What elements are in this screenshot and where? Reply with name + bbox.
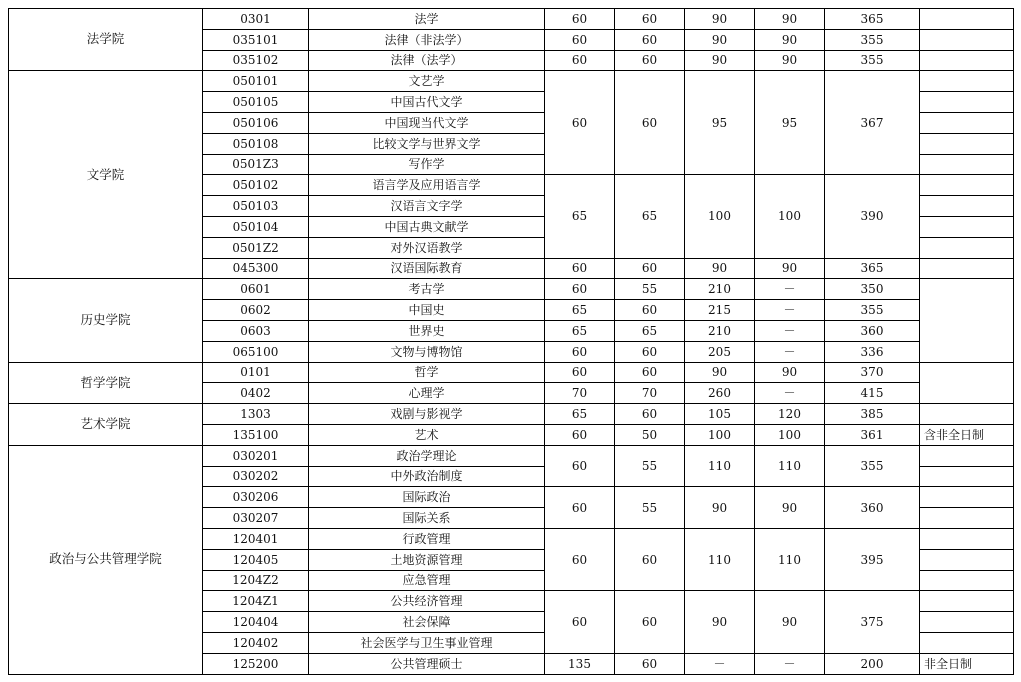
major-code: 120405 bbox=[203, 549, 309, 570]
major-code: 0501Z3 bbox=[203, 154, 309, 175]
total-score: 200 bbox=[825, 653, 920, 674]
major-name: 中国史 bbox=[309, 300, 545, 321]
remark bbox=[920, 612, 1014, 633]
remark: 含非全日制 bbox=[920, 424, 1014, 445]
foreign-language-score: 60 bbox=[615, 29, 685, 50]
course1-score: 90 bbox=[685, 362, 755, 383]
major-name: 对外汉语教学 bbox=[309, 237, 545, 258]
course2-score: 95 bbox=[755, 71, 825, 175]
course2-score: － bbox=[755, 320, 825, 341]
remark bbox=[920, 29, 1014, 50]
major-name: 社会医学与卫生事业管理 bbox=[309, 632, 545, 653]
foreign-language-score: 60 bbox=[615, 50, 685, 71]
major-code: 035101 bbox=[203, 29, 309, 50]
course2-score: － bbox=[755, 300, 825, 321]
table-row bbox=[9, 9, 1014, 30]
table-row bbox=[9, 362, 1014, 383]
course1-score: 205 bbox=[685, 341, 755, 362]
foreign-language-score: 70 bbox=[615, 383, 685, 404]
politics-score: 60 bbox=[545, 424, 615, 445]
major-code: 030201 bbox=[203, 445, 309, 466]
major-name: 应急管理 bbox=[309, 570, 545, 591]
remark bbox=[920, 591, 1014, 612]
course2-score: 90 bbox=[755, 9, 825, 30]
major-code: 035102 bbox=[203, 50, 309, 71]
total-score: 395 bbox=[825, 528, 920, 590]
remark bbox=[920, 92, 1014, 113]
remark bbox=[920, 71, 1014, 92]
course1-score: 215 bbox=[685, 300, 755, 321]
course1-score: 105 bbox=[685, 404, 755, 425]
major-code: 050106 bbox=[203, 112, 309, 133]
total-score: 355 bbox=[825, 445, 920, 487]
politics-score: 70 bbox=[545, 383, 615, 404]
major-code: 120404 bbox=[203, 612, 309, 633]
total-score: 360 bbox=[825, 487, 920, 529]
foreign-language-score: 60 bbox=[615, 9, 685, 30]
major-code: 050105 bbox=[203, 92, 309, 113]
major-code: 0501Z2 bbox=[203, 237, 309, 258]
course1-score: 110 bbox=[685, 528, 755, 590]
foreign-language-score: 65 bbox=[615, 175, 685, 258]
politics-score: 60 bbox=[545, 50, 615, 71]
total-score: 390 bbox=[825, 175, 920, 258]
remark bbox=[920, 154, 1014, 175]
table-row bbox=[9, 445, 1014, 466]
foreign-language-score: 60 bbox=[615, 591, 685, 653]
major-code: 1303 bbox=[203, 404, 309, 425]
course2-score: 90 bbox=[755, 29, 825, 50]
major-name: 土地资源管理 bbox=[309, 549, 545, 570]
course1-score: 100 bbox=[685, 424, 755, 445]
remark bbox=[920, 237, 1014, 258]
major-code: 045300 bbox=[203, 258, 309, 279]
remark bbox=[920, 487, 1014, 508]
major-code: 050104 bbox=[203, 216, 309, 237]
course1-score: 90 bbox=[685, 9, 755, 30]
major-name: 艺术 bbox=[309, 424, 545, 445]
politics-score: 65 bbox=[545, 404, 615, 425]
major-name: 汉语国际教育 bbox=[309, 258, 545, 279]
remark bbox=[920, 9, 1014, 30]
major-code: 065100 bbox=[203, 341, 309, 362]
total-score: 355 bbox=[825, 29, 920, 50]
foreign-language-score: 60 bbox=[615, 341, 685, 362]
course2-score: 100 bbox=[755, 424, 825, 445]
major-code: 030202 bbox=[203, 466, 309, 487]
course2-score: 90 bbox=[755, 362, 825, 383]
major-name: 公共管理硕士 bbox=[309, 653, 545, 674]
table-row bbox=[9, 71, 1014, 92]
total-score: 336 bbox=[825, 341, 920, 362]
remark bbox=[920, 216, 1014, 237]
remark bbox=[920, 279, 1014, 362]
major-code: 1204Z1 bbox=[203, 591, 309, 612]
politics-score: 60 bbox=[545, 341, 615, 362]
college-name: 哲学学院 bbox=[9, 362, 203, 404]
course1-score: 90 bbox=[685, 487, 755, 529]
politics-score: 60 bbox=[545, 528, 615, 590]
major-code: 0603 bbox=[203, 320, 309, 341]
foreign-language-score: 60 bbox=[615, 362, 685, 383]
major-name: 中外政治制度 bbox=[309, 466, 545, 487]
politics-score: 135 bbox=[545, 653, 615, 674]
course1-score: 110 bbox=[685, 445, 755, 487]
major-name: 戏剧与影视学 bbox=[309, 404, 545, 425]
college-name: 艺术学院 bbox=[9, 404, 203, 446]
course2-score: － bbox=[755, 383, 825, 404]
total-score: 360 bbox=[825, 320, 920, 341]
total-score: 385 bbox=[825, 404, 920, 425]
major-name: 世界史 bbox=[309, 320, 545, 341]
course1-score: 100 bbox=[685, 175, 755, 258]
politics-score: 65 bbox=[545, 175, 615, 258]
remark bbox=[920, 632, 1014, 653]
politics-score: 65 bbox=[545, 320, 615, 341]
total-score: 350 bbox=[825, 279, 920, 300]
remark bbox=[920, 445, 1014, 466]
major-name: 文物与博物馆 bbox=[309, 341, 545, 362]
course2-score: 100 bbox=[755, 175, 825, 258]
foreign-language-score: 60 bbox=[615, 528, 685, 590]
major-name: 哲学 bbox=[309, 362, 545, 383]
remark bbox=[920, 133, 1014, 154]
major-code: 125200 bbox=[203, 653, 309, 674]
total-score: 367 bbox=[825, 71, 920, 175]
foreign-language-score: 55 bbox=[615, 487, 685, 529]
major-name: 语言学及应用语言学 bbox=[309, 175, 545, 196]
major-name: 心理学 bbox=[309, 383, 545, 404]
score-line-table bbox=[8, 8, 1014, 675]
major-code: 0602 bbox=[203, 300, 309, 321]
course1-score: 90 bbox=[685, 258, 755, 279]
major-code: 1204Z2 bbox=[203, 570, 309, 591]
course2-score: 90 bbox=[755, 487, 825, 529]
total-score: 370 bbox=[825, 362, 920, 383]
major-code: 0101 bbox=[203, 362, 309, 383]
course1-score: 95 bbox=[685, 71, 755, 175]
remark bbox=[920, 362, 1014, 404]
total-score: 415 bbox=[825, 383, 920, 404]
major-name: 法学 bbox=[309, 9, 545, 30]
total-score: 355 bbox=[825, 300, 920, 321]
major-name: 中国现当代文学 bbox=[309, 112, 545, 133]
foreign-language-score: 60 bbox=[615, 300, 685, 321]
major-name: 写作学 bbox=[309, 154, 545, 175]
remark bbox=[920, 258, 1014, 279]
politics-score: 60 bbox=[545, 362, 615, 383]
course1-score: － bbox=[685, 653, 755, 674]
remark bbox=[920, 570, 1014, 591]
major-code: 030207 bbox=[203, 508, 309, 529]
foreign-language-score: 60 bbox=[615, 404, 685, 425]
remark bbox=[920, 466, 1014, 487]
remark bbox=[920, 175, 1014, 196]
remark bbox=[920, 549, 1014, 570]
politics-score: 60 bbox=[545, 9, 615, 30]
major-name: 法律（法学） bbox=[309, 50, 545, 71]
politics-score: 60 bbox=[545, 258, 615, 279]
remark bbox=[920, 404, 1014, 425]
remark bbox=[920, 196, 1014, 217]
major-code: 050103 bbox=[203, 196, 309, 217]
total-score: 355 bbox=[825, 50, 920, 71]
remark bbox=[920, 508, 1014, 529]
major-name: 行政管理 bbox=[309, 528, 545, 549]
politics-score: 60 bbox=[545, 279, 615, 300]
college-name: 历史学院 bbox=[9, 279, 203, 362]
major-code: 0601 bbox=[203, 279, 309, 300]
major-name: 法律（非法学） bbox=[309, 29, 545, 50]
course2-score: － bbox=[755, 279, 825, 300]
major-code: 120402 bbox=[203, 632, 309, 653]
course1-score: 260 bbox=[685, 383, 755, 404]
course2-score: 120 bbox=[755, 404, 825, 425]
major-name: 中国古代文学 bbox=[309, 92, 545, 113]
remark bbox=[920, 528, 1014, 549]
foreign-language-score: 60 bbox=[615, 71, 685, 175]
remark: 非全日制 bbox=[920, 653, 1014, 674]
course2-score: － bbox=[755, 653, 825, 674]
remark bbox=[920, 50, 1014, 71]
major-code: 135100 bbox=[203, 424, 309, 445]
foreign-language-score: 60 bbox=[615, 653, 685, 674]
politics-score: 65 bbox=[545, 300, 615, 321]
college-name: 政治与公共管理学院 bbox=[9, 445, 203, 674]
major-code: 0402 bbox=[203, 383, 309, 404]
foreign-language-score: 55 bbox=[615, 445, 685, 487]
foreign-language-score: 55 bbox=[615, 279, 685, 300]
major-name: 中国古典文献学 bbox=[309, 216, 545, 237]
major-code: 050101 bbox=[203, 71, 309, 92]
politics-score: 60 bbox=[545, 487, 615, 529]
major-code: 050108 bbox=[203, 133, 309, 154]
foreign-language-score: 60 bbox=[615, 258, 685, 279]
course2-score: 90 bbox=[755, 591, 825, 653]
college-name: 法学院 bbox=[9, 9, 203, 71]
major-code: 030206 bbox=[203, 487, 309, 508]
remark bbox=[920, 112, 1014, 133]
course1-score: 210 bbox=[685, 320, 755, 341]
course1-score: 210 bbox=[685, 279, 755, 300]
major-name: 政治学理论 bbox=[309, 445, 545, 466]
major-name: 公共经济管理 bbox=[309, 591, 545, 612]
politics-score: 60 bbox=[545, 591, 615, 653]
total-score: 365 bbox=[825, 258, 920, 279]
foreign-language-score: 50 bbox=[615, 424, 685, 445]
major-code: 120401 bbox=[203, 528, 309, 549]
major-name: 文艺学 bbox=[309, 71, 545, 92]
total-score: 361 bbox=[825, 424, 920, 445]
course1-score: 90 bbox=[685, 50, 755, 71]
course2-score: 110 bbox=[755, 445, 825, 487]
total-score: 365 bbox=[825, 9, 920, 30]
major-code: 050102 bbox=[203, 175, 309, 196]
major-name: 汉语言文字学 bbox=[309, 196, 545, 217]
course1-score: 90 bbox=[685, 29, 755, 50]
major-name: 考古学 bbox=[309, 279, 545, 300]
course1-score: 90 bbox=[685, 591, 755, 653]
major-name: 比较文学与世界文学 bbox=[309, 133, 545, 154]
table-row bbox=[9, 279, 1014, 300]
table-row bbox=[9, 404, 1014, 425]
course2-score: 90 bbox=[755, 258, 825, 279]
course2-score: 110 bbox=[755, 528, 825, 590]
politics-score: 60 bbox=[545, 71, 615, 175]
total-score: 375 bbox=[825, 591, 920, 653]
course2-score: － bbox=[755, 341, 825, 362]
major-name: 社会保障 bbox=[309, 612, 545, 633]
course2-score: 90 bbox=[755, 50, 825, 71]
politics-score: 60 bbox=[545, 445, 615, 487]
politics-score: 60 bbox=[545, 29, 615, 50]
major-name: 国际关系 bbox=[309, 508, 545, 529]
foreign-language-score: 65 bbox=[615, 320, 685, 341]
college-name: 文学院 bbox=[9, 71, 203, 279]
major-code: 0301 bbox=[203, 9, 309, 30]
major-name: 国际政治 bbox=[309, 487, 545, 508]
